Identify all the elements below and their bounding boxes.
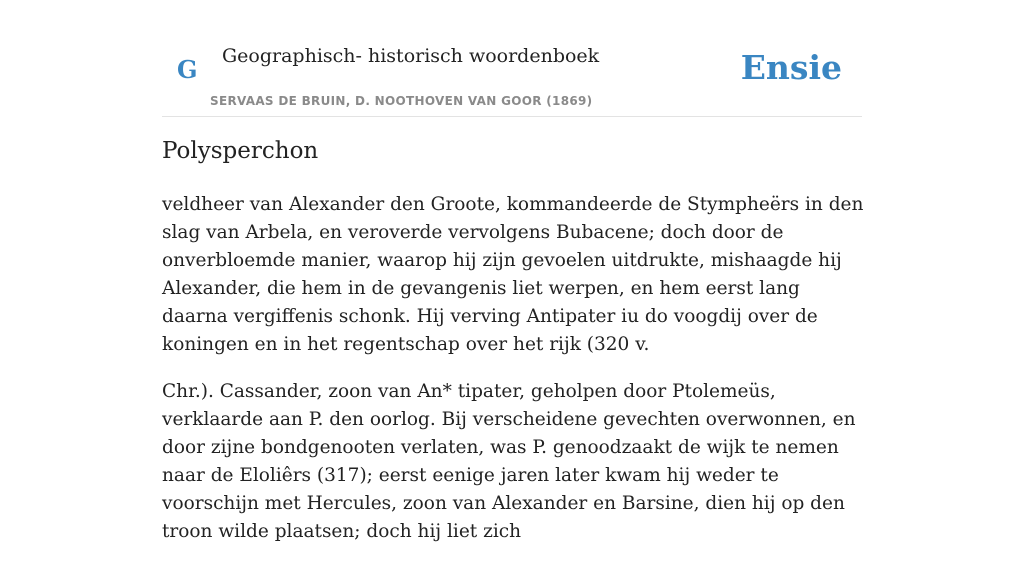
book-title-link[interactable]: Geographisch- historisch woordenboek (222, 45, 600, 67)
book-authors: SERVAAS DE BRUIN, D. NOOTHOVEN VAN GOOR (1869) (210, 94, 593, 108)
entry-title: Polysperchon (162, 138, 319, 164)
ensie-logo[interactable]: Ensie (740, 48, 842, 87)
entry-content (162, 191, 864, 565)
entry-paragraph: Chr.). Cassander, zoon van An* tipater, geholpen door Ptolemeüs, verklaarde aan P. den oorlog. Bij verscheidene gevechten overwonnen, en door zijne bondgenooten verlaten, was P. genoodzaakt de wijk te nemen naar de Eloliêrs (317); eerst eenige jaren later kwam hij weder te voorschijn met Hercules, zoon van Alexander en Barsine, dien hij op den troon wilde plaatsen; doch hij liet zich (162, 381, 856, 542)
book-header (162, 0, 862, 117)
entry-paragraph: veldheer van Alexander den Groote, kommandeerde de Stympheërs in den slag van Arbela, en veroverde vervolgens Bubacene; doch door de onverbloemde manier, waarop hij zijn gevoelen uitdrukte, mishaagde hij Alexander, die hem in de gevangenis liet werpen, en hem eerst lang daarna vergiffenis schonk. Hij verving Antipater iu do voogdij over de koningen en in het regentschap over het rijk (320 v. (162, 194, 864, 355)
book-icon[interactable]: G (177, 55, 198, 84)
